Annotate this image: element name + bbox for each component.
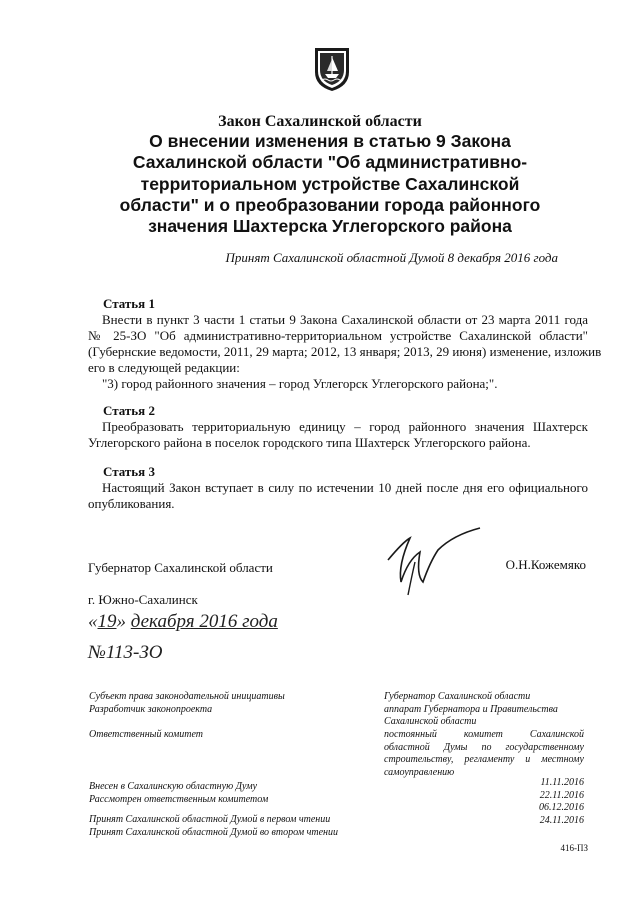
adoption-note: Принят Сахалинской областной Думой 8 декабря 2016 года [225, 250, 558, 265]
meta-label: Внесен в Сахалинскую областную Думу [89, 781, 258, 792]
law-title-line: Сахалинской области "Об административно- [132, 152, 528, 173]
handwritten-date: «19» декабря 2016 года [88, 611, 278, 632]
meta-right-committee [384, 729, 584, 779]
meta-date: 22.11.2016 [539, 789, 584, 801]
article-line: его в следующей редакции: [88, 360, 240, 375]
governor-name: О.Н.Кожемяко [505, 557, 586, 572]
governor-title: Губернатор Сахалинской области [88, 560, 273, 575]
meta-left-dates [89, 781, 268, 806]
meta-label: Разработчик законопроекта [89, 703, 213, 715]
article-line: опубликования. [88, 496, 175, 511]
article-1-text [88, 312, 602, 392]
article-3-text [88, 480, 588, 512]
meta-date: 24.11.2016 [539, 814, 584, 826]
meta-right-initiative [384, 691, 558, 729]
law-title [100, 131, 560, 237]
document-code: 416-ПЗ [560, 843, 588, 853]
coat-of-arms-emblem [313, 44, 351, 92]
meta-value: Сахалинской области [384, 716, 477, 727]
signing-city: г. Южно-Сахалинск [88, 592, 198, 607]
article-2-text [88, 419, 588, 451]
law-type-heading: Закон Сахалинской области [218, 113, 422, 130]
article-3-heading: Статья 3 [103, 464, 155, 479]
meta-left-readings [89, 814, 338, 839]
article-1-heading: Статья 1 [103, 296, 155, 311]
meta-value: областной Думы по государственному [384, 741, 584, 753]
meta-value: самоуправлению [384, 766, 455, 778]
article-line: (Губернские ведомости, 2011, 29 марта; 2012, 13 января; 2013, 29 июня) изменение, изложив [88, 344, 602, 359]
meta-label: Субъект права законодательной инициативы [89, 691, 285, 702]
meta-date: 06.12.2016 [539, 802, 584, 813]
meta-value: строительству, регламенту и местному [384, 754, 584, 765]
meta-label: Принят Сахалинской областной Думой в первом чтении [89, 814, 331, 825]
meta-date: 11.11.2016 [540, 777, 584, 788]
handwritten-signature [368, 520, 498, 600]
law-title-line: значения Шахтерска Углегорского района [148, 216, 512, 237]
meta-label: Ответственный комитет [89, 729, 203, 740]
article-2-heading: Статья 2 [103, 403, 155, 418]
law-number: 113-ЗО [105, 642, 163, 663]
meta-value: аппарат Губернатора и Правительства [384, 703, 558, 715]
article-line: "3) город районного значения – город Углегорск Углегорского района;". [102, 376, 498, 391]
law-title-line: области" и о преобразовании города районного [119, 194, 541, 215]
meta-right-dates [539, 777, 584, 827]
handwritten-number: №113-ЗО [88, 642, 163, 663]
law-title-line: территориальном устройстве Сахалинской [140, 173, 520, 194]
meta-left-initiative [89, 691, 285, 716]
meta-value: Губернатор Сахалинской области [384, 691, 531, 702]
meta-label: Рассмотрен ответственным комитетом [89, 793, 269, 805]
meta-value: постоянный комитет Сахалинской [384, 729, 584, 740]
article-line: Внести в пункт 3 части 1 статьи 9 Закона Сахалинской области от 23 марта 2011 года [102, 312, 588, 327]
meta-left-committee [89, 729, 203, 742]
date-day: 19 [97, 611, 117, 632]
article-line: Преобразовать территориальную единицу – город районного значения Шахтерск [102, 419, 588, 434]
article-line: Настоящий Закон вступает в силу по истечении 10 дней после дня его официального [102, 480, 588, 495]
date-month-year: декабря 2016 года [130, 611, 278, 632]
law-title-line: О внесении изменения в статью 9 Закона [149, 131, 511, 151]
article-line: № 25-ЗО "Об административно-территориальном устройстве Сахалинской области" [88, 328, 588, 343]
meta-label: Принят Сахалинской областной Думой во втором чтении [89, 826, 339, 838]
article-line: Углегорского района в поселок городского типа Шахтерск Углегорского района. [88, 435, 531, 450]
